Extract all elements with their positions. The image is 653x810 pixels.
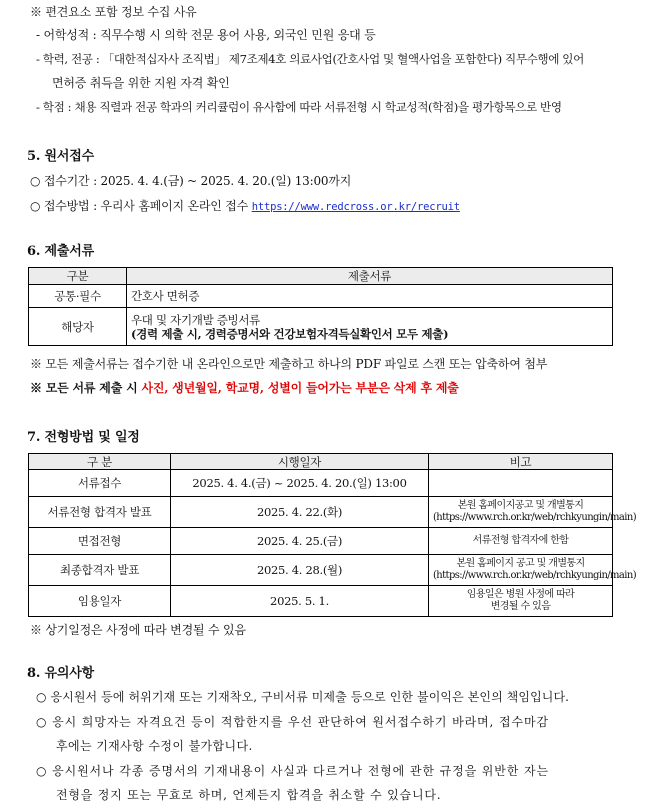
documents-note-2-warning: 사진, 생년월일, 학교명, 성별이 들어가는 부분은 삭제 후 제출 [141,381,459,395]
intro-item-gpa: - 학점 : 채용 직렬과 전공 학과의 커리큘럼이 유사함에 따라 서류전형 시 학교성적(학점)을 평가항목으로 반영 [36,100,562,114]
table-row [29,555,613,586]
schedule-note-line-2: (https://www.rch.or.kr/web/rchkyungin/main) [433,512,637,523]
section-6-title: 6. 제출서류 [27,244,94,259]
intro-item-education-cont: 면허증 취득을 위한 지원 자격 확인 [52,76,230,90]
documents-header-docs: 제출서류 [127,268,613,285]
schedule-note-line-1: 서류전형 합격자에 한함 [472,535,569,546]
schedule-note [429,470,613,497]
schedule-date: 2025. 4. 22.(화) [171,497,429,528]
section-7-title: 7. 전형방법 및 일정 [27,430,140,445]
schedule-step: 서류전형 합격자 발표 [29,497,171,528]
schedule-note [429,555,637,586]
documents-docs-cell [127,308,613,346]
recruit-link[interactable]: https://www.redcross.or.kr/recruit [251,201,460,213]
table-row [29,497,613,528]
schedule-step: 면접전형 [29,528,171,555]
documents-header-category: 구분 [29,268,127,285]
caution-item-cont: 후에는 기재사항 수정이 불가합니다. [56,739,253,753]
caution-item-cont: 전형을 정지 또는 무효로 하며, 언제든지 합격을 취소할 수 있습니다. [56,788,442,802]
documents-category: 공통·필수 [29,285,127,308]
schedule-note-line-1: 본원 홈페이지공고 및 개별통지 [457,500,584,511]
schedule-date: 2025. 4. 28.(월) [171,555,429,586]
table-row [29,470,613,497]
schedule-note-line-2: (https://www.rch.or.kr/web/rchkyungin/main) [433,570,637,581]
schedule-date: 2025. 4. 4.(금) ~ 2025. 4. 20.(일) 13:00 [171,470,429,497]
documents-category: 해당자 [29,308,127,346]
schedule-note-line-1: 본원 홈페이지 공고 및 개별통지 [456,558,585,569]
documents-table [28,267,613,346]
documents-docs: 간호사 면허증 [127,285,613,308]
section-5-title: 5. 원서접수 [27,149,94,164]
application-method-label: ○ 접수방법 : 우리사 홈페이지 온라인 접수 [30,199,249,213]
intro-note: ※ 편견요소 포함 정보 수집 사유 [30,5,197,19]
caution-item: ○ 응시 희망자는 자격요건 등이 적합한지를 우선 판단하여 원서접수하기 바라며, 접수마감 [36,715,549,729]
documents-table-header [29,268,613,285]
caution-item: ○ 응시원서 등에 허위기재 또는 기재착오, 구비서류 미제출 등으로 인한 불이익은 본인의 책임입니다. [36,690,570,704]
schedule-table-header [29,454,613,470]
schedule-step: 임용일자 [29,586,171,617]
schedule-step: 서류접수 [29,470,171,497]
schedule-date: 2025. 5. 1. [171,586,429,617]
schedule-table [28,453,637,617]
documents-note-2-prefix: ※ 모든 서류 제출 시 [30,381,142,395]
table-row [29,528,613,555]
schedule-note-line-1: 임용일은 병원 사정에 따라 [466,589,575,600]
application-method [30,198,460,215]
schedule-date: 2025. 4. 25.(금) [171,528,429,555]
schedule-header-date: 시행일자 [171,454,429,470]
intro-item-education: - 학력, 전공 : 「대한적십자사 조직법」 제7조제4호 의료사업(간호사업 및 혈액사업을 포함한다) 직무수행에 있어 [36,52,584,66]
caution-item: ○ 응시원서나 각종 증명서의 기재내용이 사실과 다르거나 전형에 관한 규정을 위반한 자는 [36,764,549,778]
schedule-header-note: 비고 [429,454,613,470]
documents-note-2 [30,380,459,396]
schedule-note [429,586,613,617]
application-period: ○ 접수기간 : 2025. 4. 4.(금) ~ 2025. 4. 20.(일) 13:00까지 [30,174,352,188]
schedule-note [429,497,637,528]
table-row [29,308,613,346]
documents-note-1: ※ 모든 제출서류는 접수기한 내 온라인으로만 제출하고 하나의 PDF 파일로 스캔 또는 압축하여 첨부 [30,357,548,371]
table-row [29,586,613,617]
table-row [29,285,613,308]
documents-docs: 우대 및 자기개발 증빙서류 [131,312,260,327]
section-8-title: 8. 유의사항 [27,666,94,681]
documents-docs-detail: (경력 제출 시, 경력증명서와 건강보험자격득실확인서 모두 제출) [131,326,449,341]
schedule-header-step: 구 분 [29,454,171,470]
schedule-note-line-2: 변경될 수 있음 [490,601,551,612]
schedule-note-text: ※ 상기일정은 사정에 따라 변경될 수 있음 [30,623,246,637]
schedule-note [429,528,613,555]
schedule-step: 최종합격자 발표 [29,555,171,586]
intro-item-language: - 어학성적 : 직무수행 시 의학 전문 용어 사용, 외국인 민원 응대 등 [36,28,376,42]
